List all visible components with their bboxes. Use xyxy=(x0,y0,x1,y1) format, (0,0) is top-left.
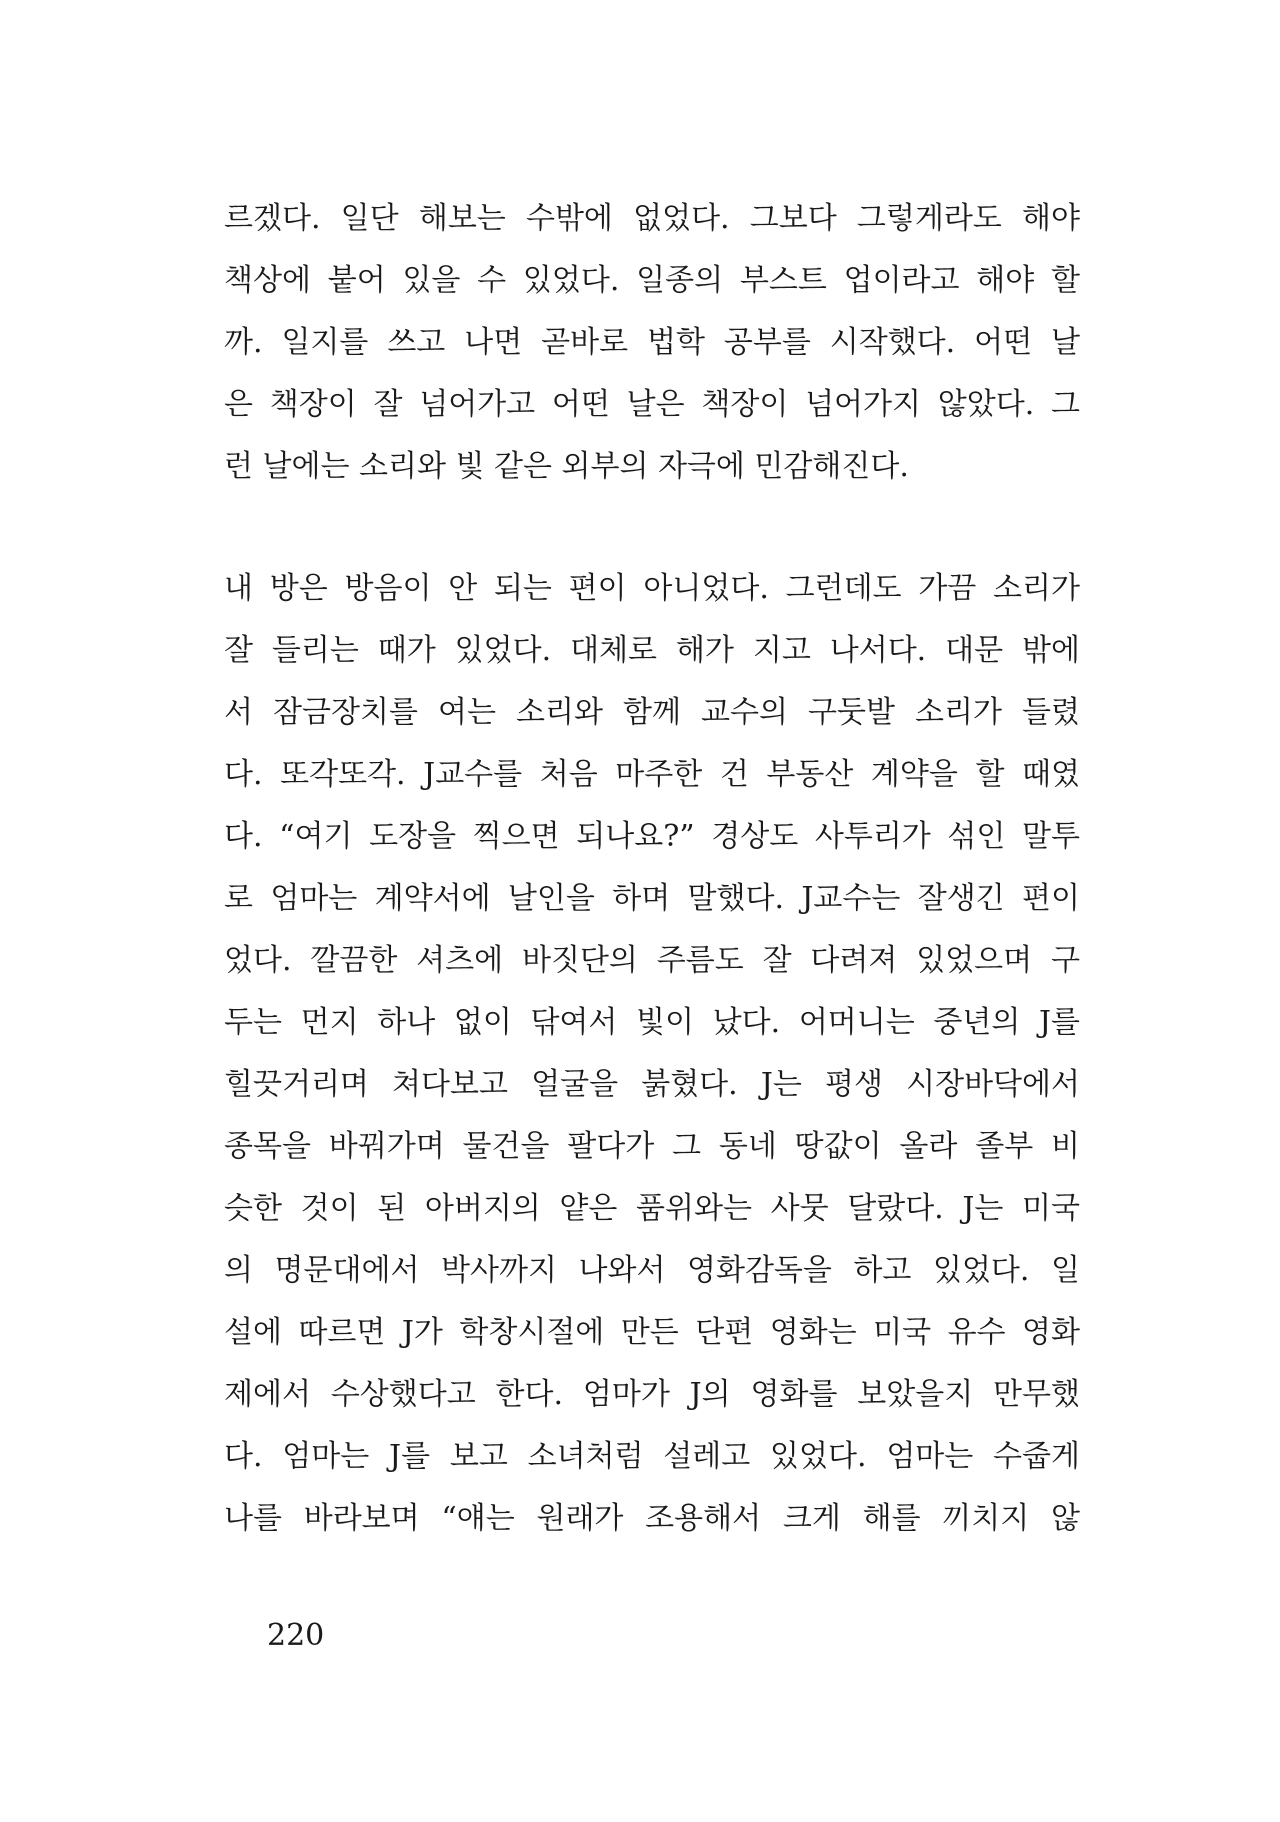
text-line: 서 잠금장치를 여는 소리와 함께 교수의 구둣발 소리가 들렸 xyxy=(224,695,1080,730)
paragraph-2 xyxy=(224,558,1080,1550)
text-line: 나를 바라보며 “얘는 원래가 조용해서 크게 해를 끼치지 않 xyxy=(224,1501,1080,1536)
text-line: 내 방은 방음이 안 되는 편이 아니었다. 그런데도 가끔 소리가 xyxy=(224,571,1080,606)
text-line: 슷한 것이 된 아버지의 얕은 품위와는 사뭇 달랐다. J는 미국 xyxy=(224,1191,1080,1226)
text-line: 다. 또각또각. J교수를 처음 마주한 건 부동산 계약을 할 때였 xyxy=(224,757,1080,792)
text-line: 종목을 바꿔가며 물건을 팔다가 그 동네 땅값이 올라 졸부 비 xyxy=(224,1129,1080,1164)
text-line: 었다. 깔끔한 셔츠에 바짓단의 주름도 잘 다려져 있었으며 구 xyxy=(224,943,1080,978)
paragraph-1 xyxy=(224,188,1080,498)
text-line: 런 날에는 소리와 빛 같은 외부의 자극에 민감해진다. xyxy=(224,449,909,484)
text-line: 까. 일지를 쓰고 나면 곧바로 법학 공부를 시작했다. 어떤 날 xyxy=(224,325,1080,360)
text-line: 제에서 수상했다고 한다. 엄마가 J의 영화를 보았을지 만무했 xyxy=(224,1377,1080,1412)
text-line: 로 엄마는 계약서에 날인을 하며 말했다. J교수는 잘생긴 편이 xyxy=(224,881,1080,916)
text-line: 다. 엄마는 J를 보고 소녀처럼 설레고 있었다. 엄마는 수줍게 xyxy=(224,1439,1080,1474)
text-line: 설에 따르면 J가 학창시절에 만든 단편 영화는 미국 유수 영화 xyxy=(224,1315,1080,1350)
text-line: 은 책장이 잘 넘어가고 어떤 날은 책장이 넘어가지 않았다. 그 xyxy=(224,387,1080,422)
text-line: 르겠다. 일단 해보는 수밖에 없었다. 그보다 그렇게라도 해야 xyxy=(224,201,1080,236)
text-line: 의 명문대에서 박사까지 나와서 영화감독을 하고 있었다. 일 xyxy=(224,1253,1080,1288)
text-line: 잘 들리는 때가 있었다. 대체로 해가 지고 나서다. 대문 밖에 xyxy=(224,633,1080,668)
text-line: 힐끗거리며 쳐다보고 얼굴을 붉혔다. J는 평생 시장바닥에서 xyxy=(224,1067,1080,1102)
page-number: 220 xyxy=(267,1618,325,1653)
text-line: 두는 먼지 하나 없이 닦여서 빛이 났다. 어머니는 중년의 J를 xyxy=(224,1005,1080,1040)
text-line: 책상에 붙어 있을 수 있었다. 일종의 부스트 업이라고 해야 할 xyxy=(224,263,1080,298)
text-line: 다. “여기 도장을 찍으면 되나요?” 경상도 사투리가 섞인 말투 xyxy=(224,819,1080,854)
